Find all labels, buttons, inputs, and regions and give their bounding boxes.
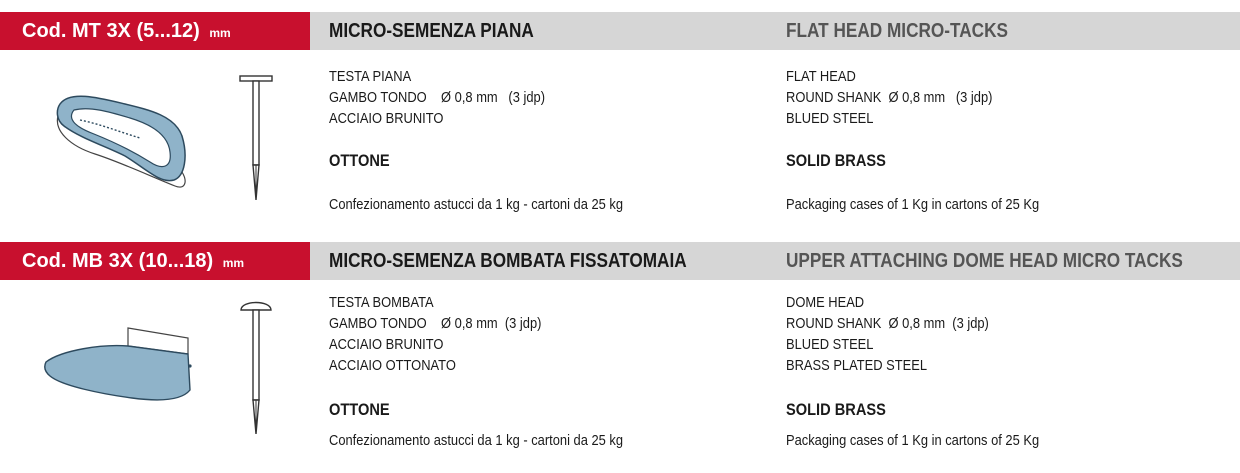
product-code-badge (0, 12, 310, 50)
packaging-english: Packaging cases of 1 Kg in cartons of 25 Kg (786, 432, 1040, 449)
title-italian: MICRO-SEMENZA BOMBATA FISSATOMAIA (329, 250, 687, 272)
product-code-label: Cod. MT (22, 20, 101, 42)
spec-line: BLUED STEEL (786, 336, 874, 353)
insole-illustration (50, 76, 190, 200)
material-english: SOLID BRASS (786, 400, 886, 419)
specs-english (786, 292, 989, 376)
product-code-label: Cod. MB (22, 250, 104, 272)
dome-head-tack-icon (236, 298, 276, 436)
title-english: UPPER ATTACHING DOME HEAD MICRO TACKS (786, 250, 1183, 272)
spec-line: BRASS PLATED STEEL (786, 357, 927, 374)
flat-head-tack-icon (236, 74, 276, 202)
specs-italian (329, 292, 541, 376)
spec-line: ACCIAIO BRUNITO (329, 336, 444, 353)
shoe-upper-illustration (42, 324, 198, 404)
product-code-size: 3X (10...18) (108, 250, 214, 272)
spec-line: GAMBO TONDO Ø 0,8 mm (3 jdp) (329, 89, 546, 106)
product-code-badge (0, 242, 310, 280)
product-code-size: 3X (5...12) (106, 20, 200, 42)
spec-line: ROUND SHANK Ø 0,8 mm (3 jdp) (786, 89, 993, 106)
packaging-english: Packaging cases of 1 Kg in cartons of 25 Kg (786, 196, 1040, 213)
spec-line: ACCIAIO BRUNITO (329, 110, 444, 127)
specs-english (786, 66, 992, 129)
spec-line: GAMBO TONDO Ø 0,8 mm (3 jdp) (329, 315, 542, 332)
spec-line: ROUND SHANK Ø 0,8 mm (3 jdp) (786, 315, 989, 332)
product-section-mb (0, 242, 1240, 473)
product-code-unit: mm (222, 256, 245, 270)
material-english: SOLID BRASS (786, 151, 886, 170)
material-italian: OTTONE (329, 400, 390, 419)
spec-line: TESTA BOMBATA (329, 294, 434, 311)
packaging-italian: Confezionamento astucci da 1 kg - cartoni da 25 kg (329, 196, 624, 213)
title-english: FLAT HEAD MICRO-TACKS (786, 20, 1008, 42)
specs-italian (329, 66, 545, 129)
spec-line: TESTA PIANA (329, 68, 412, 85)
packaging-italian: Confezionamento astucci da 1 kg - cartoni da 25 kg (329, 432, 624, 449)
product-section-mt (0, 12, 1240, 232)
spec-line: FLAT HEAD (786, 68, 856, 85)
title-italian: MICRO-SEMENZA PIANA (329, 20, 534, 42)
spec-line: ACCIAIO OTTONATO (329, 357, 456, 374)
spec-line: BLUED STEEL (786, 110, 874, 127)
product-code-unit: mm (209, 26, 231, 40)
spec-line: DOME HEAD (786, 294, 865, 311)
material-italian: OTTONE (329, 151, 390, 170)
